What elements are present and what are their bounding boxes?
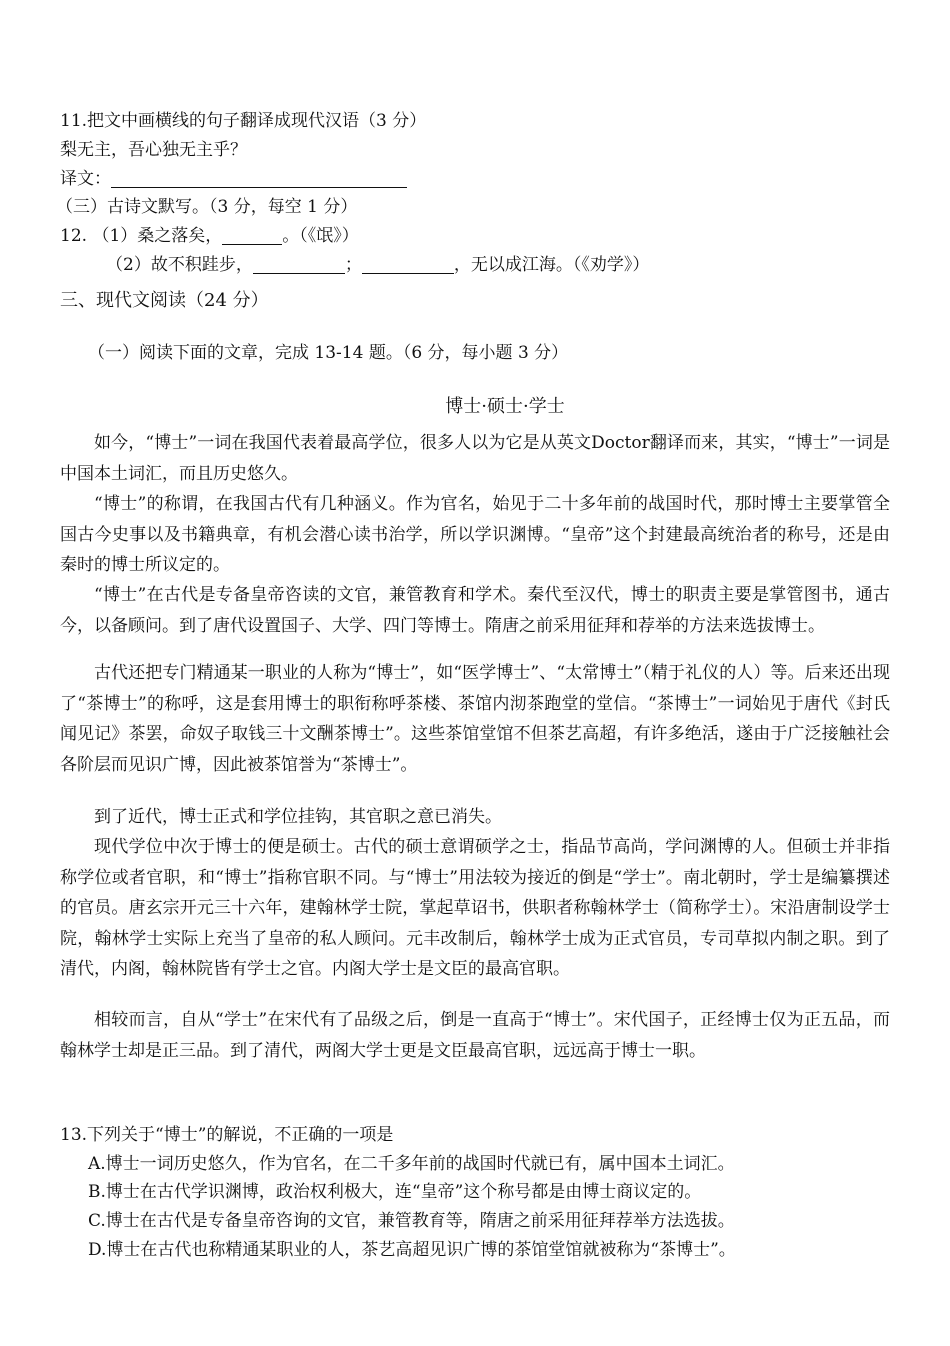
article-title: 博士·硕士·学士 xyxy=(445,396,565,417)
q12-item1 xyxy=(60,221,359,251)
q12-item1-suffix: 。（《氓》） xyxy=(282,226,359,246)
q13-option-b[interactable]: B.博士在古代学识渊博，政治权利极大，连“皇帝”这个称号都是由博士商议定的。 xyxy=(88,1182,702,1202)
translation-label: 译文： xyxy=(60,169,111,189)
q13-prompt: 13.下列关于“博士”的解说，不正确的一项是 xyxy=(60,1125,394,1145)
article-paragraph-4: 古代还把专门精通某一职业的人称为“博士”，如“医学博士”、“太常博士”（精于礼仪的人）等。后来还出现了“茶博士”的称呼，这是套用博士的职衔称呼茶楼、茶馆内沏茶跑堂的堂信。“茶博士”一词始见于唐代《封氏闻见记》茶罢，命奴子取钱三十文酬茶博士”。这些茶馆堂馆不但茶艺高超，有许多绝活，遂由于广泛接触社会各阶层而见识广博，因此被茶馆誉为“茶博士”。 xyxy=(60,663,890,775)
q12-blank-1[interactable] xyxy=(222,226,282,245)
q11-sentence: 梨无主，吾心独无主乎？ xyxy=(60,140,247,160)
q11-translation-line xyxy=(60,164,407,194)
q12-item2-suffix: ，无以成江海。（《劝学》） xyxy=(453,255,650,275)
q13-option-a[interactable]: A.博士一词历史悠久，作为官名，在二千多年前的战国时代就已有，属中国本土词汇。 xyxy=(88,1154,735,1174)
q12-item2-prefix: （2）故不积跬步， xyxy=(106,255,253,275)
translation-blank[interactable] xyxy=(111,169,407,188)
q12-item2 xyxy=(106,250,649,280)
section-3-1-heading: （一）阅读下面的文章，完成 13-14 题。（6 分，每小题 3 分） xyxy=(88,343,569,363)
article-paragraph-7: 相较而言，自从“学士”在宋代有了品级之后，倒是一直高于“博士”。宋代国子，正经博士仅为正五品，而翰林学士却是正三品。到了清代，两阁大学士更是文臣最高官职，远远高于博士一职。 xyxy=(60,1010,890,1061)
q12-item2-mid: ； xyxy=(344,255,362,275)
article-paragraph-5: 到了近代，博士正式和学位挂钩，其官职之意已消失。 xyxy=(94,807,502,827)
article-paragraph-2: “博士”的称谓，在我国古代有几种涵义。作为官名，始见于二十多年前的战国时代，那时博士主要掌管全国古今史事以及书籍典章，有机会潜心读书治学，所以学识渊博。“皇帝”这个封建最高统治者的称号，还是由秦时的博士所议定的。 xyxy=(60,494,890,575)
article-paragraph-1: 如今，“博士”一词在我国代表着最高学位，很多人以为它是从英文Doctor翻译而来，其实，“博士”一词是中国本土词汇，而且历史悠久。 xyxy=(60,433,890,484)
article-paragraph-6: 现代学位中次于博士的便是硕士。古代的硕士意谓硕学之士，指品节高尚，学问渊博的人。但硕士并非指称学位或者官职，和“博士”指称官职不同。与“博士”用法较为接近的倒是“学士”。南北朝时，学士是编纂撰述的官员。唐玄宗开元三十六年，建翰林学士院，掌起草诏书，供职者称翰林学士（简称学士）。宋沿唐制设学士院，翰林学士实际上充当了皇帝的私人顾问。元丰改制后，翰林学士成为正式官员，专司草拟内制之职。到了清代，内阁，翰林院皆有学士之官。内阁大学士是文臣的最高官职。 xyxy=(60,837,890,979)
section-poetry-heading: （三）古诗文默写。（3 分，每空 1 分） xyxy=(56,197,358,217)
article-paragraph-3: “博士”在古代是专备皇帝咨读的文官，兼管教育和学术。秦代至汉代，博士的职责主要是掌管图书，通古今，以备顾问。到了唐代设置国子、大学、四门等博士。隋唐之前采用征拜和荐举的方法来选拔博士。 xyxy=(60,585,890,636)
q12-blank-3[interactable] xyxy=(362,255,454,274)
q13-option-d[interactable]: D.博士在古代也称精通某职业的人，茶艺高超见识广博的茶馆堂馆就被称为“茶博士”。 xyxy=(88,1240,736,1260)
q12-item1-prefix: 12. （1）桑之落矣， xyxy=(60,226,223,246)
q13-option-c[interactable]: C.博士在古代是专备皇帝咨询的文官，兼管教育等，隋唐之前采用征拜荐举方法选拔。 xyxy=(88,1211,735,1231)
q12-blank-2[interactable] xyxy=(253,255,345,274)
section-3-heading: 三、现代文阅读（24 分） xyxy=(60,290,269,311)
q11-prompt: 11.把文中画横线的句子翻译成现代汉语（3 分） xyxy=(60,111,427,131)
